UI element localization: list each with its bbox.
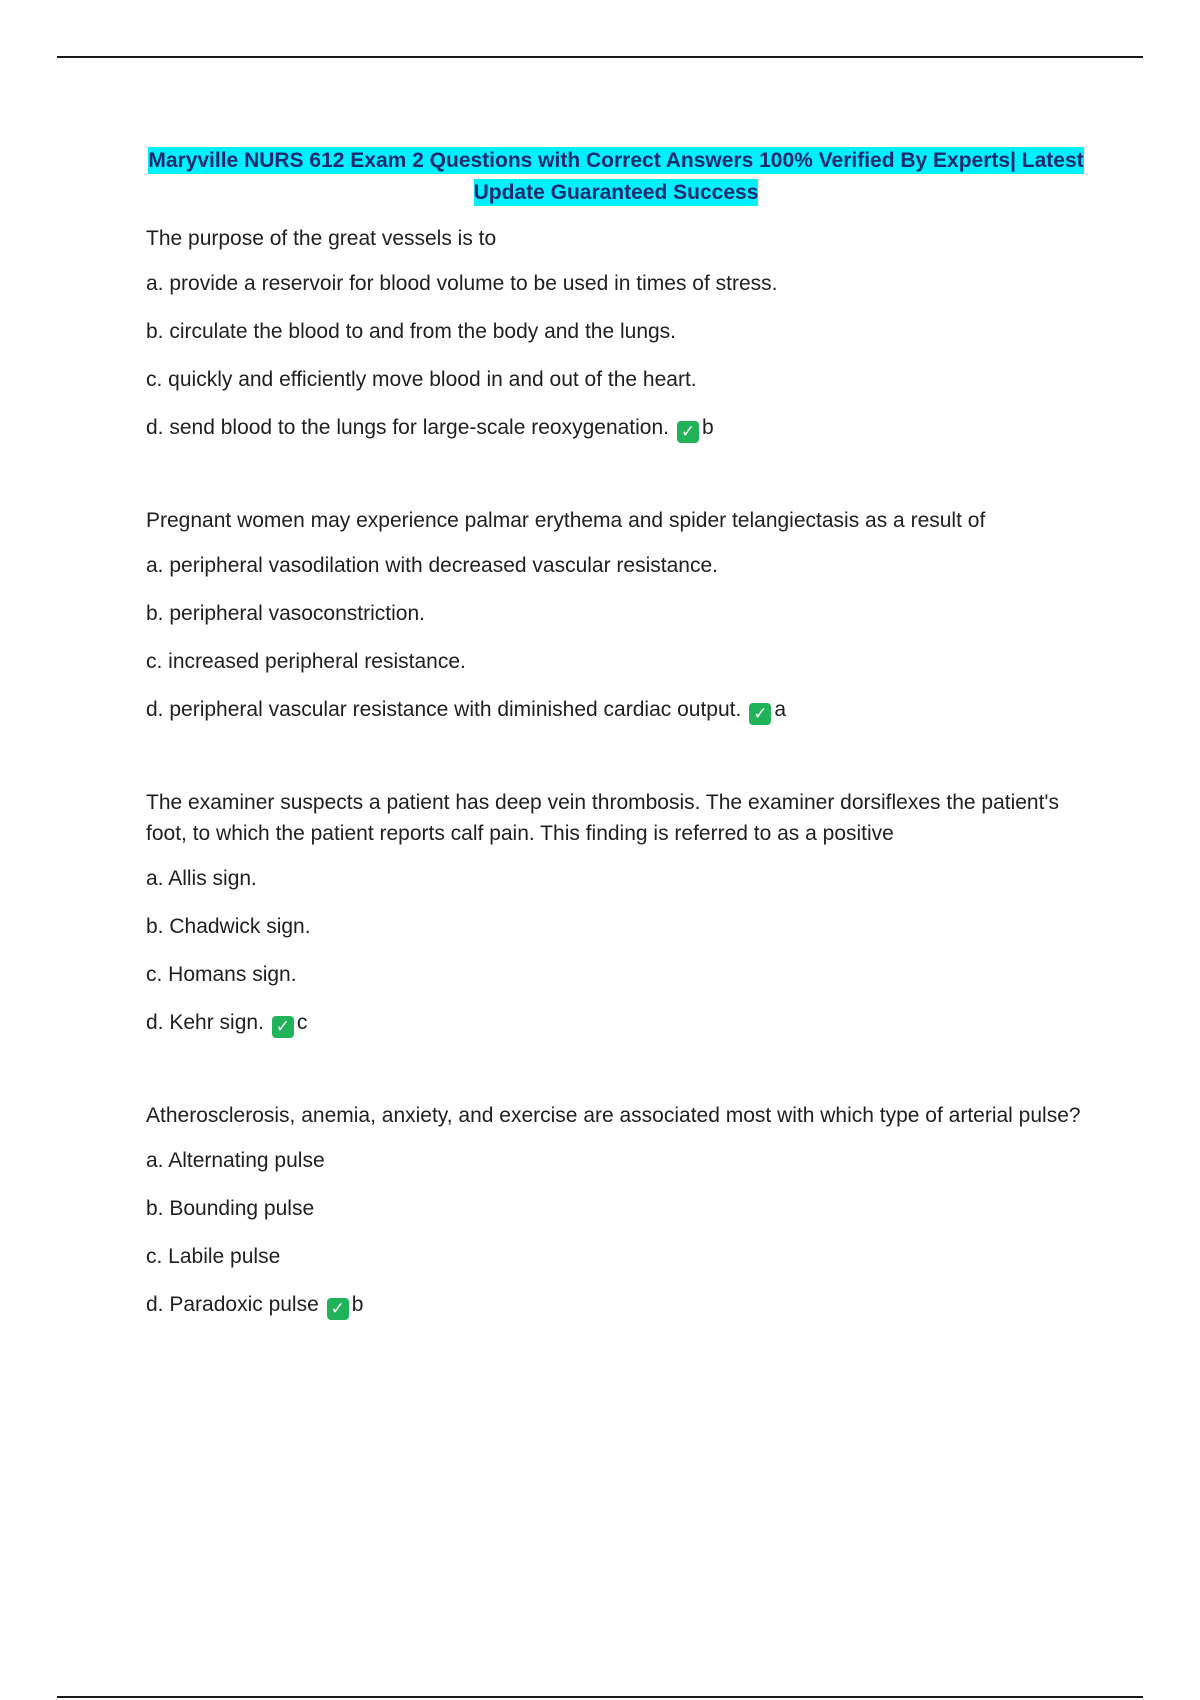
question-text: The examiner suspects a patient has deep vein thrombosis. The examiner dorsiflexes the patient's foot, to which the patient reports calf pain. This finding is referred to as a positive (146, 791, 1059, 845)
option-c: c. Homans sign. (146, 963, 297, 986)
option-d (146, 412, 1086, 443)
option-a: a. Allis sign. (146, 867, 257, 890)
question-1 (146, 223, 1086, 443)
option-b: b. peripheral vasoconstriction. (146, 602, 425, 625)
option-d (146, 694, 1086, 725)
check-icon: ✓ (327, 1298, 349, 1320)
option-b: b. circulate the blood to and from the body and the lungs. (146, 320, 677, 343)
question-3 (146, 787, 1086, 1038)
option-d-text: d. peripheral vascular resistance with diminished cardiac output. (146, 698, 742, 721)
option-d-text: d. Kehr sign. (146, 1011, 264, 1034)
option-a: a. provide a reservoir for blood volume to be used in times of stress. (146, 272, 778, 295)
option-c: c. quickly and efficiently move blood in and out of the heart. (146, 368, 697, 391)
answer-letter: b (702, 416, 714, 439)
bottom-rule (57, 1696, 1143, 1698)
option-a: a. peripheral vasodilation with decreased vascular resistance. (146, 554, 718, 577)
option-c: c. Labile pulse (146, 1245, 281, 1268)
question-text: The purpose of the great vessels is to (146, 227, 497, 250)
option-c: c. increased peripheral resistance. (146, 650, 466, 673)
check-icon: ✓ (749, 703, 771, 725)
answer-letter: a (774, 698, 786, 721)
option-d (146, 1289, 1086, 1320)
option-d (146, 1007, 1086, 1038)
option-b: b. Bounding pulse (146, 1197, 315, 1220)
option-b: b. Chadwick sign. (146, 915, 311, 938)
option-d-text: d. send blood to the lungs for large-scale reoxygenation. (146, 416, 670, 439)
document-title (146, 145, 1086, 209)
question-text: Pregnant women may experience palmar erythema and spider telangiectasis as a result of (146, 509, 986, 532)
option-d-text: d. Paradoxic pulse (146, 1293, 319, 1316)
answer-letter: b (351, 1293, 364, 1316)
check-icon: ✓ (272, 1016, 294, 1038)
document-body (146, 145, 1086, 1382)
question-text: Atherosclerosis, anemia, anxiety, and exercise are associated most with which type of arterial pulse? (146, 1104, 1081, 1127)
top-rule (57, 56, 1143, 58)
check-icon: ✓ (677, 421, 699, 443)
option-a: a. Alternating pulse (146, 1149, 325, 1172)
answer-letter: c (296, 1011, 308, 1034)
document-title-text: Maryville NURS 612 Exam 2 Questions with Correct Answers 100% Verified By Experts| Latest Update Guaranteed Success (148, 149, 1084, 204)
question-4 (146, 1100, 1086, 1320)
question-2 (146, 505, 1086, 725)
